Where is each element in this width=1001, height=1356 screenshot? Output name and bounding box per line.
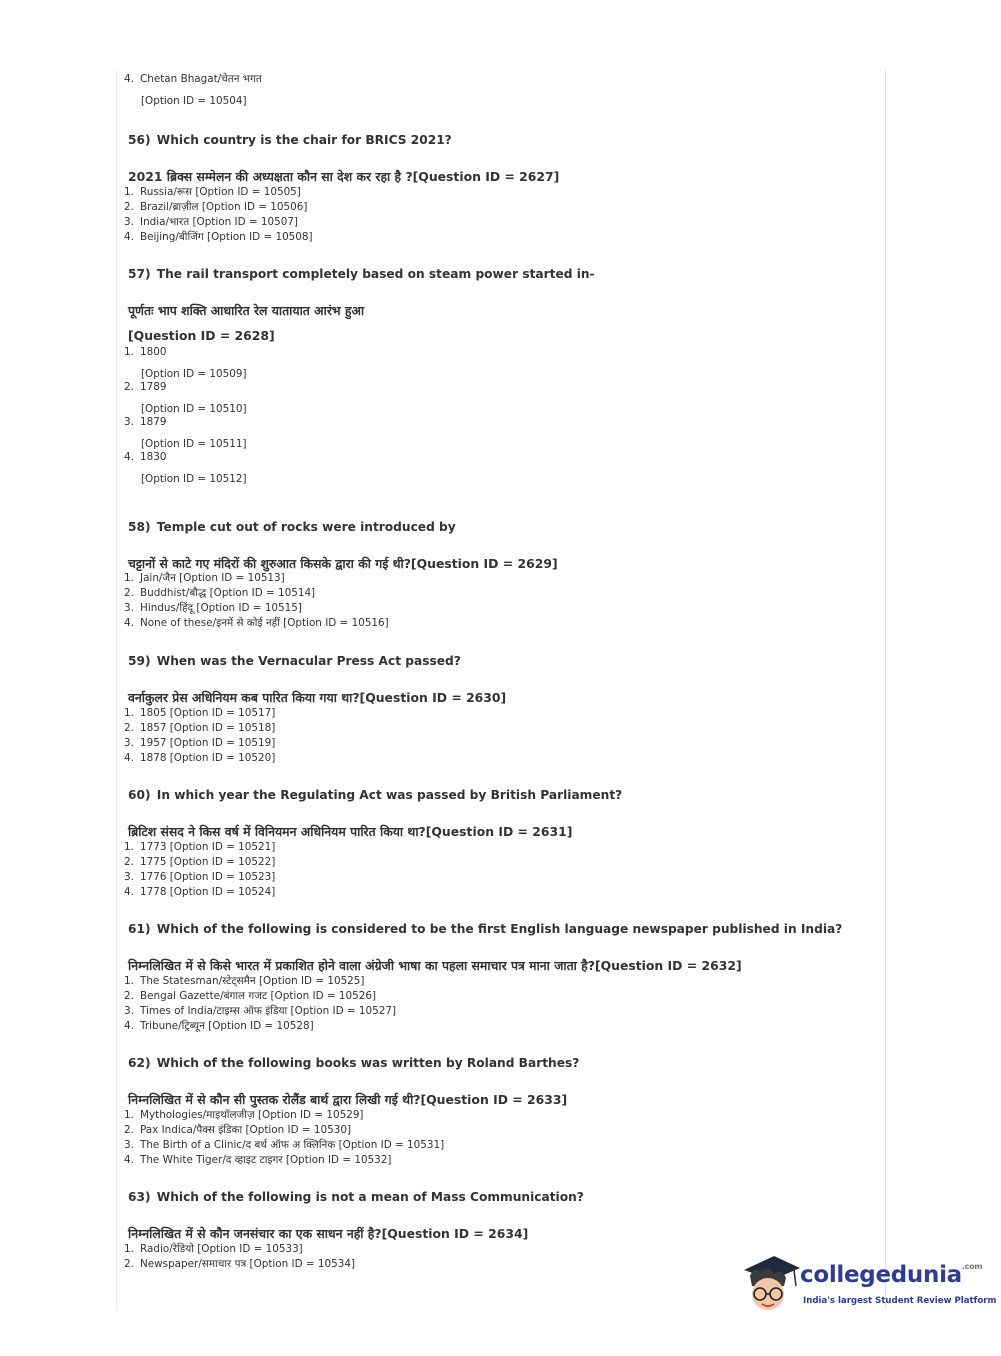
question-57-id: [Question ID = 2628] — [128, 328, 275, 343]
cap-tassel — [794, 1270, 796, 1286]
collegedunia-logo-text: collegedunia$^{.com}$ — [800, 1262, 983, 1288]
question-58: 58) Temple cut out of rocks were introduced by — [128, 520, 456, 534]
list-item: 1. Mythologies/माइथॉलजीज़ [Option ID = 10529] — [124, 1109, 364, 1121]
list-item: 3. 1879 — [124, 416, 167, 429]
question-63-hindi: निम्नलिखित में से कौन जनसंचार का एक साधन नहीं है?[Question ID = 2634] — [128, 1226, 529, 1241]
list-item: 4. Tribune/ट्रिब्यून [Option ID = 10528] — [124, 1020, 314, 1033]
list-item: 2. 1857 [Option ID = 10518] — [124, 722, 276, 735]
question-62: 62) Which of the following books was written by Roland Barthes? — [128, 1056, 580, 1070]
question-57-hindi: पूर्णतः भाप शक्ति आधारित रेल यातायात आरंभ हुआ — [128, 303, 365, 318]
list-item: 1. Radio/रेडियो [Option ID = 10533] — [124, 1243, 303, 1255]
question-61-options — [124, 974, 396, 1034]
list-item: 3. India/भारत [Option ID = 10507] — [124, 216, 298, 229]
question-56: 56) Which country is the chair for BRICS 2021? — [128, 133, 452, 147]
list-item: 1. The Statesman/स्टेट्समैन [Option ID = 10525] — [124, 975, 365, 987]
question-57: 57) The rail transport completely based on steam power started in- — [128, 267, 595, 281]
list-item: 1. 1805 [Option ID = 10517] — [124, 707, 276, 719]
list-item: 1. 1800 — [124, 346, 167, 358]
list-item: 3. 1957 [Option ID = 10519] — [124, 737, 276, 750]
list-item: 4. Beijing/बीजिंग [Option ID = 10508] — [124, 231, 313, 244]
list-item: 2. Newspaper/समाचार पत्र [Option ID = 10534] — [124, 1258, 356, 1271]
question-61: 61) Which of the following is considered to be the first English language newspaper published in India? — [128, 922, 843, 936]
list-item: 4. None of these/इनमें से कोई नहीं [Option ID = 10516] — [124, 617, 389, 630]
list-item: 3. Times of India/टाइम्स ऑफ इंडिया [Option ID = 10527] — [124, 1005, 397, 1018]
list-item: 4. 1878 [Option ID = 10520] — [124, 752, 276, 765]
list-item: 1. Jain/जैन [Option ID = 10513] — [124, 572, 285, 584]
list-item: 2. Buddhist/बौद्ध [Option ID = 10514] — [124, 587, 316, 600]
question-60: 60) In which year the Regulating Act was passed by British Parliament? — [128, 788, 623, 802]
question-57-options: 1. 1800 [Option ID = 10509] 2. 1789 [Option ID = 10510] 3. 1879 [Option ID = 10511] 4. 1830 [Option ID = 10512] — [124, 346, 247, 486]
question-58-hindi: चट्टानों से काटे गए मंदिरों की शुरुआत किसके द्वारा की गई थी?[Question ID = 2629] — [128, 556, 558, 571]
list-item: 1. Russia/रूस [Option ID = 10505] — [124, 186, 301, 198]
question-59: 59) When was the Vernacular Press Act passed? — [128, 654, 461, 668]
list-item: 3. The Birth of a Clinic/द बर्थ ऑफ अ क्लिनिक [Option ID = 10531] — [124, 1139, 445, 1152]
question-60-options — [124, 840, 275, 900]
list-item: 3. Hindus/हिंदू [Option ID = 10515] — [124, 602, 302, 615]
list-item: 1. 1773 [Option ID = 10521] — [124, 841, 276, 853]
list-item: 4. 1830 — [124, 451, 167, 464]
question-58-options — [124, 571, 389, 631]
list-item: 2. Pax Indica/पैक्स इंडिका [Option ID = 10530] — [124, 1124, 352, 1137]
question-56-hindi: 2021 ब्रिक्स सम्मेलन की अध्यक्षता कौन सा देश कर रहा है ?[Question ID = 2627] — [128, 169, 560, 184]
list-item: 2. Bengal Gazette/बंगाल गजट [Option ID = 10526] — [124, 990, 377, 1003]
list-item: 3. 1776 [Option ID = 10523] — [124, 871, 276, 884]
list-item: 4. The White Tiger/द व्हाइट टाइगर [Option ID = 10532] — [124, 1154, 392, 1167]
list-item: 2. 1775 [Option ID = 10522] — [124, 856, 276, 869]
list-item: 2. Brazil/ब्राज़ील [Option ID = 10506] — [124, 201, 308, 214]
question-60-hindi: ब्रिटिश संसद ने किस वर्ष में विनियमन अधिनियम पारित किया था?[Question ID = 2631] — [128, 824, 573, 839]
collegedunia-tagline: India's largest Student Review Platform — [803, 1296, 997, 1306]
question-63-options — [124, 1242, 355, 1272]
prev-option: 4. Chetan Bhagat/चेतन भगत [Option ID = 10504] — [124, 73, 262, 108]
question-61-hindi: निम्नलिखित में से किसे भारत में प्रकाशित होने वाला अंग्रेजी भाषा का पहला समाचार पत्र माना जाता है?[Question ID = 2632] — [128, 958, 742, 973]
question-59-options — [124, 706, 275, 766]
question-63: 63) Which of the following is not a mean of Mass Communication? — [128, 1190, 584, 1204]
question-62-options — [124, 1108, 444, 1168]
question-56-options — [124, 185, 313, 245]
question-62-hindi: निम्नलिखित में से कौन सी पुस्तक रोलैंड बार्थ द्वारा लिखी गई थी?[Question ID = 2633] — [128, 1092, 568, 1107]
list-item: 4. 1778 [Option ID = 10524] — [124, 886, 276, 899]
list-item: 2. 1789 — [124, 381, 167, 394]
question-59-hindi: वर्नाकुलर प्रेस अधिनियम कब पारित किया गया था?[Question ID = 2630] — [128, 690, 507, 705]
